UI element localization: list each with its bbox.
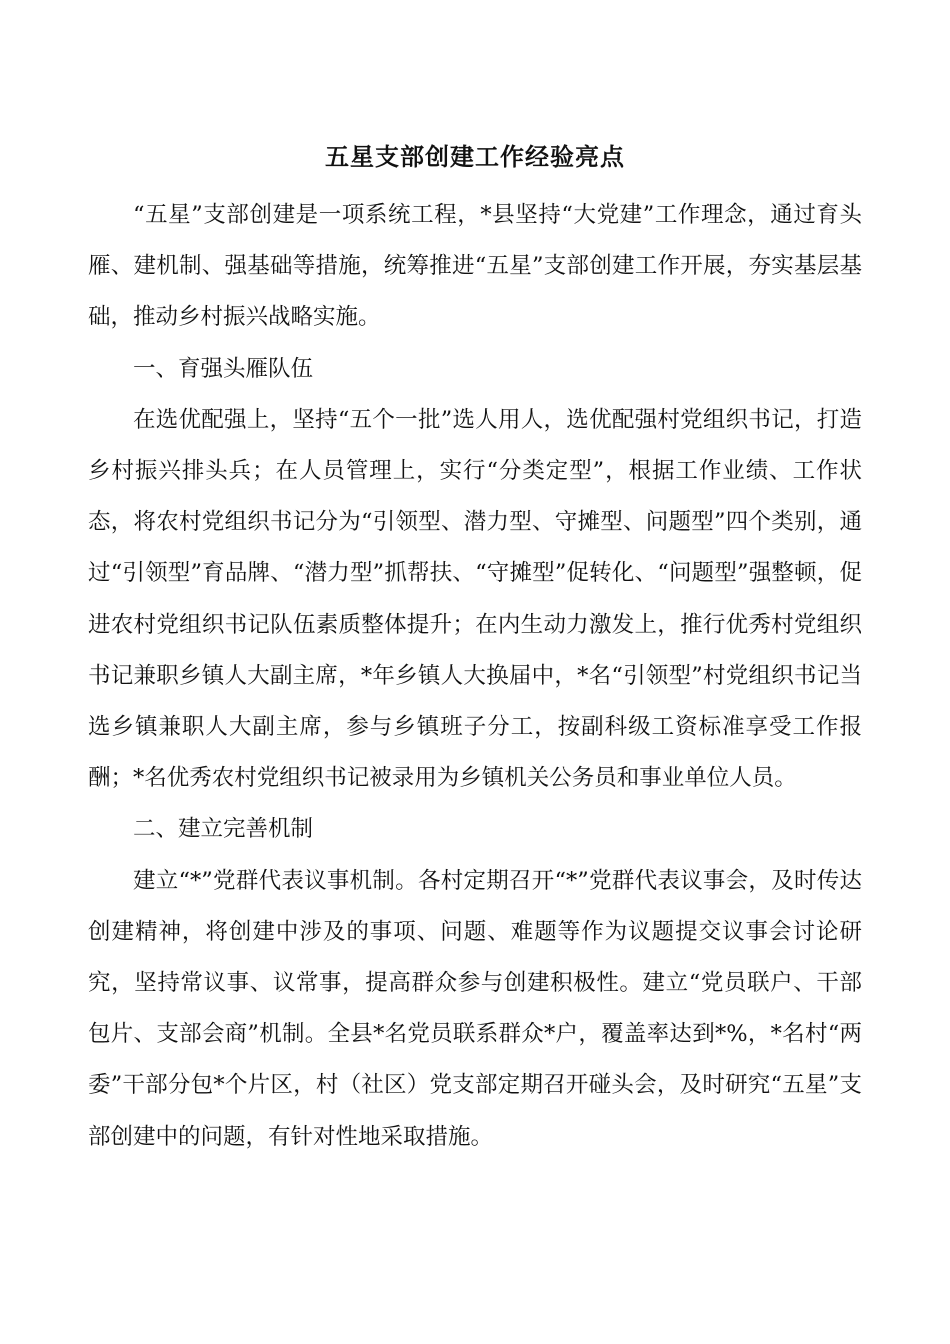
section-2-paragraph: 建立“*”党群代表议事机制。各村定期召开“*”党群代表议事会，及时传达创建精神，将创建中涉及的事项、问题、难题等作为议题提交议事会讨论研究，坚持常议事、议常事，提高群众参与创建积极性。建立“党员联户、干部包片、支部会商”机制。全县*名党员联系群众*户，覆盖率达到*%，*名村“两委”干部分包*个片区，村（社区）党支部定期召开碰头会，及时研究“五星”支部创建中的问题，有针对性地采取措施。 [88,867,862,1150]
document-title: 五星支部创建工作经验亮点 [325,142,625,171]
section-1-paragraph: 在选优配强上，坚持“五个一批”选人用人，选优配强村党组织书记，打造乡村振兴排头兵；在人员管理上，实行“分类定型”，根据工作业绩、工作状态，将农村党组织书记分为“引领型、潜力型、守摊型、问题型”四个类别，通过“引领型”育品牌、“潜力型”抓帮扶、“守摊型”促转化、“问题型”强整顿，促进农村党组织书记队伍素质整体提升；在内生动力激发上，推行优秀村党组织书记兼职乡镇人大副主席，*年乡镇人大换届中，*名“引领型”村党组织书记当选乡镇兼职人大副主席，参与乡镇班子分工，按副科级工资标准享受工作报酬；*名优秀农村党组织书记被录用为乡镇机关公务员和事业单位人员。 [88,406,862,792]
document-body [88,190,862,1163]
section-heading-2: 二、建立完善机制 [133,816,314,843]
intro-paragraph: “五星”支部创建是一项系统工程，*县坚持“大党建”工作理念，通过育头雁、建机制、强基础等措施，统筹推进“五星”支部创建工作开展，夯实基层基础，推动乡村振兴战略实施。 [88,202,862,331]
section-heading-1: 一、育强头雁队伍 [133,355,314,382]
